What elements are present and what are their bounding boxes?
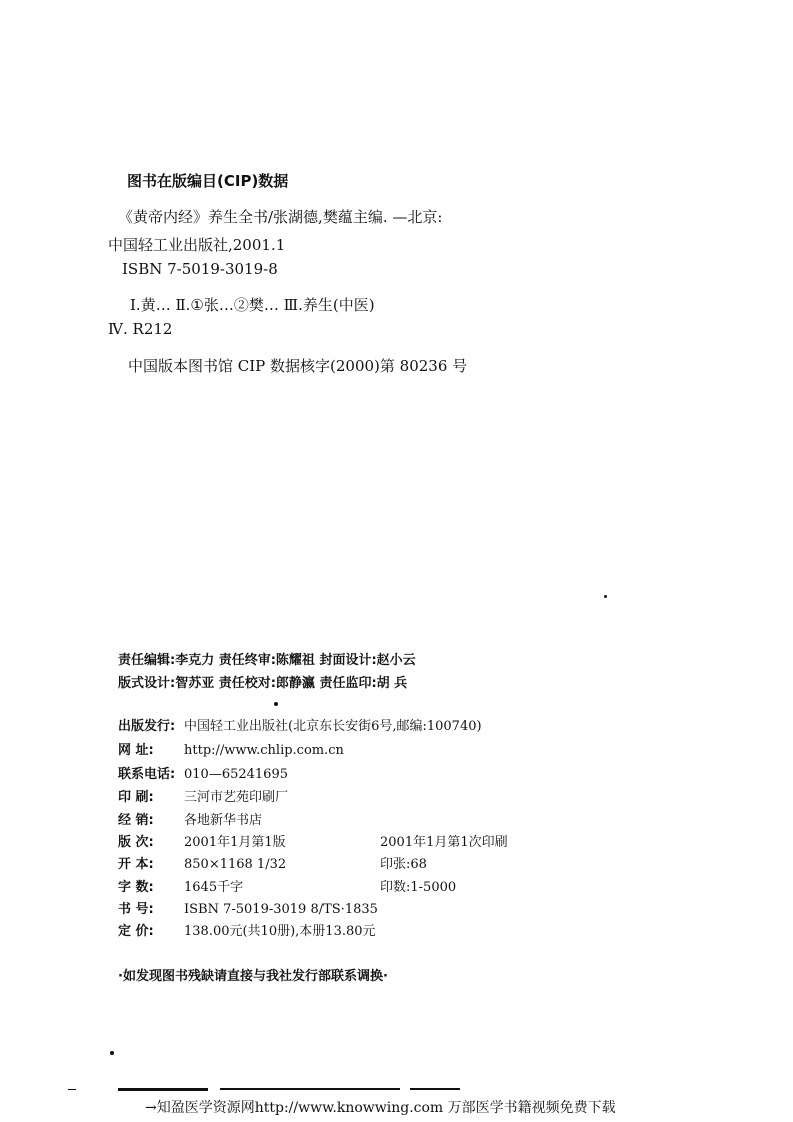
scan-mark [220,1088,400,1090]
imprint-row-price [118,920,376,939]
imprint-label: 开 本: [118,857,154,872]
imprint-value: ISBN 7-5019-3019 8/TS·1835 [184,902,378,917]
cip-line-publisher: 中国轻工业出版社,2001.1 [108,236,286,254]
imprint-value: http://www.chlip.com.cn [184,743,344,758]
imprint-value-secondary: 印张:68 [380,857,427,872]
imprint-value: 三河市艺苑印刷厂 [184,790,289,805]
cip-line-title: 《黄帝内经》养生全书/张湖德,樊蕴主编. —北京: [118,208,443,226]
imprint-row-book-number [118,898,378,917]
cip-line-isbn: ISBN 7-5019-3019-8 [122,260,278,278]
imprint-label: 网 址: [118,743,154,758]
imprint-value: 138.00元(共10册),本册13.80元 [184,924,376,939]
cip-title: 图书在版编目(CIP)数据 [127,172,289,190]
scan-mark [118,1088,208,1091]
cip-line-classification: Ⅳ. R212 [108,320,173,338]
imprint-label: 印 刷: [118,790,154,805]
scan-mark [68,1089,76,1090]
imprint-label: 经 销: [118,813,154,828]
imprint-row-format [118,853,427,872]
imprint-row-distributor [118,809,262,828]
imprint-value: 2001年1月第1版 [184,835,286,850]
imprint-value: 中国轻工业出版社(北京东长安街6号,邮编:100740) [184,719,482,734]
imprint-value: 各地新华书店 [184,813,263,828]
imprint-row-phone [118,763,288,782]
cip-line-subjects: Ⅰ.黄… Ⅱ.①张…②樊… Ⅲ.养生(中医) [130,296,375,314]
imprint-value-secondary: 2001年1月第1次印刷 [380,835,508,850]
separator-dot [274,702,278,706]
imprint-label: 联系电话: [118,767,176,782]
imprint-value: 850×1168 1/32 [184,857,287,872]
imprint-label: 字 数: [118,880,154,895]
imprint-value: 1645千字 [184,880,244,895]
footer-watermark: →知盈医学资源网http://www.knowwing.com 万部医学书籍视频免费下载 [145,1100,616,1116]
imprint-label: 书 号: [118,902,154,917]
imprint-value: 010—65241695 [184,767,288,782]
replacement-notice: ·如发现图书残缺请直接与我社发行部联系调换· [118,969,388,984]
speck [604,595,607,598]
imprint-label: 定 价: [118,924,154,939]
staff-line-2: 版式设计:智苏亚 责任校对:郎静瀛 责任监印:胡 兵 [118,676,408,691]
imprint-row-website [118,739,344,758]
speck [110,1051,114,1055]
imprint-row-word-count [118,876,457,895]
cip-registration: 中国版本图书馆 CIP 数据核字(2000)第 80236 号 [128,357,468,375]
imprint-label: 版 次: [118,835,154,850]
imprint-row-edition [118,831,508,850]
imprint-label: 出版发行: [118,719,176,734]
imprint-row-printer [118,786,288,805]
imprint-value-secondary: 印数:1-5000 [380,880,457,895]
scan-mark [410,1088,460,1090]
imprint-row-publisher [118,715,482,734]
staff-line-1: 责任编辑:李克力 责任终审:陈耀祖 封面设计:赵小云 [118,653,416,668]
